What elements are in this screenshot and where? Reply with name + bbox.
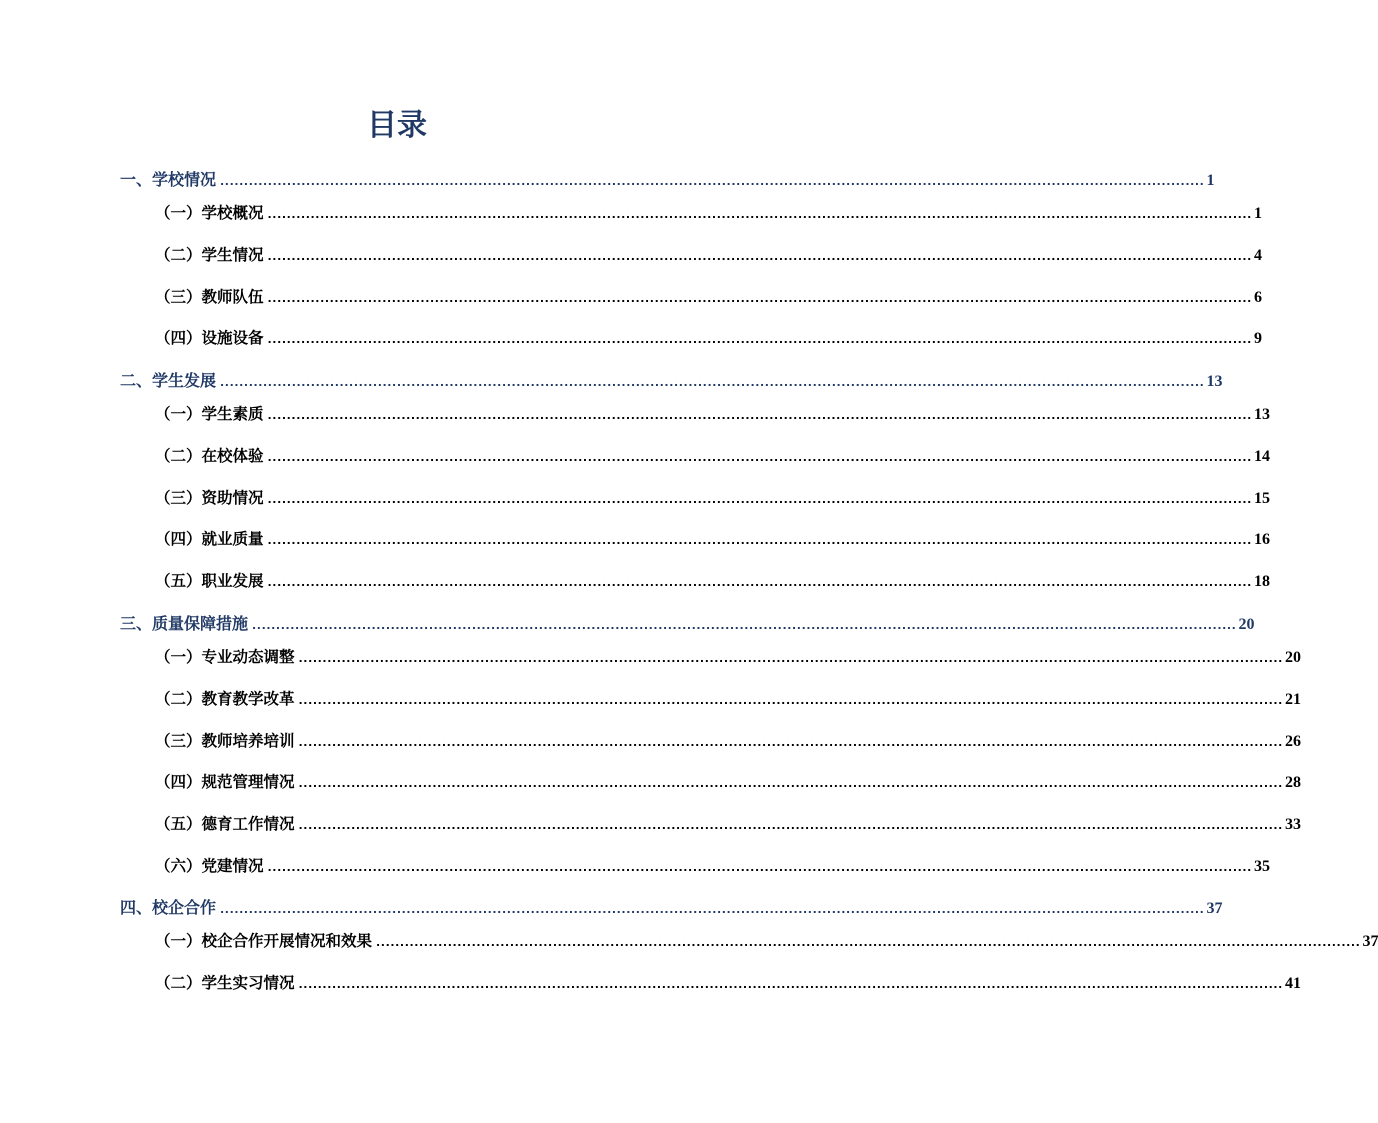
- toc-entry-label: （二）学生情况: [155, 245, 264, 264]
- toc-dot-leader: ..............................................................................................................................................................................................................: [298, 736, 1283, 749]
- toc-entry-label: （三）教师培养培训: [155, 731, 295, 750]
- toc-page-number: 16: [1253, 531, 1270, 548]
- toc-entry-label: （三）资助情况: [155, 488, 264, 507]
- toc-subsection-entry[interactable]: [155, 770, 1301, 794]
- toc-entry-label: （五）德育工作情况: [155, 814, 295, 833]
- toc-page-number: 4: [1253, 247, 1262, 264]
- toc-page-number: 20: [1284, 649, 1301, 666]
- toc-entry-label: （五）职业发展: [155, 571, 264, 590]
- toc-dot-leader: ..............................................................................................................................................................................................................: [267, 292, 1252, 305]
- toc-dot-leader: ..............................................................................................................................................................................................................: [267, 208, 1252, 221]
- toc-page-number: 1: [1206, 172, 1215, 189]
- toc-entry-label: （一）校企合作开展情况和效果: [155, 931, 373, 950]
- toc-dot-leader: ..............................................................................................................................................................................................................: [267, 861, 1252, 874]
- toc-dot-leader: ..............................................................................................................................................................................................................: [298, 777, 1283, 790]
- toc-page-number: 9: [1253, 330, 1262, 347]
- toc-dot-leader: ..............................................................................................................................................................................................................: [267, 250, 1252, 263]
- toc-dot-leader: ..............................................................................................................................................................................................................: [298, 978, 1283, 991]
- toc-entry-label: （三）教师队伍: [155, 287, 264, 306]
- toc-entry-label: 一、学校情况: [120, 170, 217, 189]
- toc-subsection-entry[interactable]: [155, 201, 1262, 225]
- toc-section-entry[interactable]: [120, 168, 1215, 192]
- toc-page-number: 33: [1284, 816, 1301, 833]
- toc-dot-leader: ..............................................................................................................................................................................................................: [267, 451, 1252, 464]
- toc-dot-leader: ..............................................................................................................................................................................................................: [267, 534, 1252, 547]
- toc-dot-leader: ..............................................................................................................................................................................................................: [298, 819, 1283, 832]
- toc-subsection-entry[interactable]: [155, 687, 1301, 711]
- toc-page-number: 21: [1284, 691, 1301, 708]
- toc-page-number: 41: [1284, 975, 1301, 992]
- toc-entry-label: （二）学生实习情况: [155, 973, 295, 992]
- page-title: 目录: [367, 108, 427, 143]
- toc-page-number: 37: [1362, 933, 1378, 950]
- toc-page-number: 28: [1284, 774, 1301, 791]
- toc-subsection-entry[interactable]: [155, 527, 1270, 551]
- toc-entry-label: 二、学生发展: [120, 371, 217, 390]
- toc-entry-label: 四、校企合作: [120, 898, 217, 917]
- toc-page-number: 1: [1253, 205, 1262, 222]
- toc-dot-leader: ..............................................................................................................................................................................................................: [298, 652, 1283, 665]
- toc-entry-label: （二）教育教学改革: [155, 689, 295, 708]
- toc-subsection-entry[interactable]: [155, 326, 1262, 350]
- toc-dot-leader: ..............................................................................................................................................................................................................: [220, 376, 1205, 389]
- toc-subsection-entry[interactable]: [155, 402, 1270, 426]
- toc-subsection-entry[interactable]: [155, 645, 1301, 669]
- toc-subsection-entry[interactable]: [155, 971, 1301, 995]
- toc-dot-leader: ..............................................................................................................................................................................................................: [220, 903, 1205, 916]
- toc-page-number: 14: [1253, 448, 1270, 465]
- toc-page-number: 37: [1206, 900, 1223, 917]
- toc-page-number: 15: [1253, 490, 1270, 507]
- toc-entry-label: （二）在校体验: [155, 446, 264, 465]
- toc-section-entry[interactable]: [120, 612, 1255, 636]
- toc-dot-leader: ..............................................................................................................................................................................................................: [252, 619, 1237, 632]
- toc-subsection-entry[interactable]: [155, 444, 1270, 468]
- toc-page-number: 13: [1206, 373, 1223, 390]
- toc-entry-label: （一）学校概况: [155, 203, 264, 222]
- toc-page-number: 6: [1253, 289, 1262, 306]
- toc-entry-label: （一）学生素质: [155, 404, 264, 423]
- toc-entry-label: （四）规范管理情况: [155, 772, 295, 791]
- toc-section-entry[interactable]: [120, 369, 1223, 393]
- toc-page-number: 18: [1253, 573, 1270, 590]
- toc-subsection-entry[interactable]: [155, 285, 1262, 309]
- toc-page-number: 13: [1253, 406, 1270, 423]
- toc-entry-label: 三、质量保障措施: [120, 614, 249, 633]
- toc-subsection-entry[interactable]: [155, 243, 1262, 267]
- toc-subsection-entry[interactable]: [155, 729, 1301, 753]
- toc-dot-leader: ..............................................................................................................................................................................................................: [298, 694, 1283, 707]
- toc-entry-label: （四）就业质量: [155, 529, 264, 548]
- toc-dot-leader: ..............................................................................................................................................................................................................: [267, 409, 1252, 422]
- toc-entry-label: （一）专业动态调整: [155, 647, 295, 666]
- toc-dot-leader: ..............................................................................................................................................................................................................: [376, 936, 1361, 949]
- toc-subsection-entry[interactable]: [155, 486, 1270, 510]
- toc-page-number: 20: [1238, 616, 1255, 633]
- toc-entry-label: （六）党建情况: [155, 856, 264, 875]
- toc-section-entry[interactable]: [120, 896, 1223, 920]
- toc-page-number: 35: [1253, 858, 1270, 875]
- toc-dot-leader: ..............................................................................................................................................................................................................: [220, 175, 1205, 188]
- toc-page-number: 26: [1284, 733, 1301, 750]
- toc-dot-leader: ..............................................................................................................................................................................................................: [267, 576, 1252, 589]
- toc-dot-leader: ..............................................................................................................................................................................................................: [267, 493, 1252, 506]
- toc-entry-label: （四）设施设备: [155, 328, 264, 347]
- toc-subsection-entry[interactable]: [155, 854, 1270, 878]
- toc-dot-leader: ..............................................................................................................................................................................................................: [267, 333, 1252, 346]
- toc-subsection-entry[interactable]: [155, 929, 1378, 953]
- toc-subsection-entry[interactable]: [155, 569, 1270, 593]
- toc-subsection-entry[interactable]: [155, 812, 1301, 836]
